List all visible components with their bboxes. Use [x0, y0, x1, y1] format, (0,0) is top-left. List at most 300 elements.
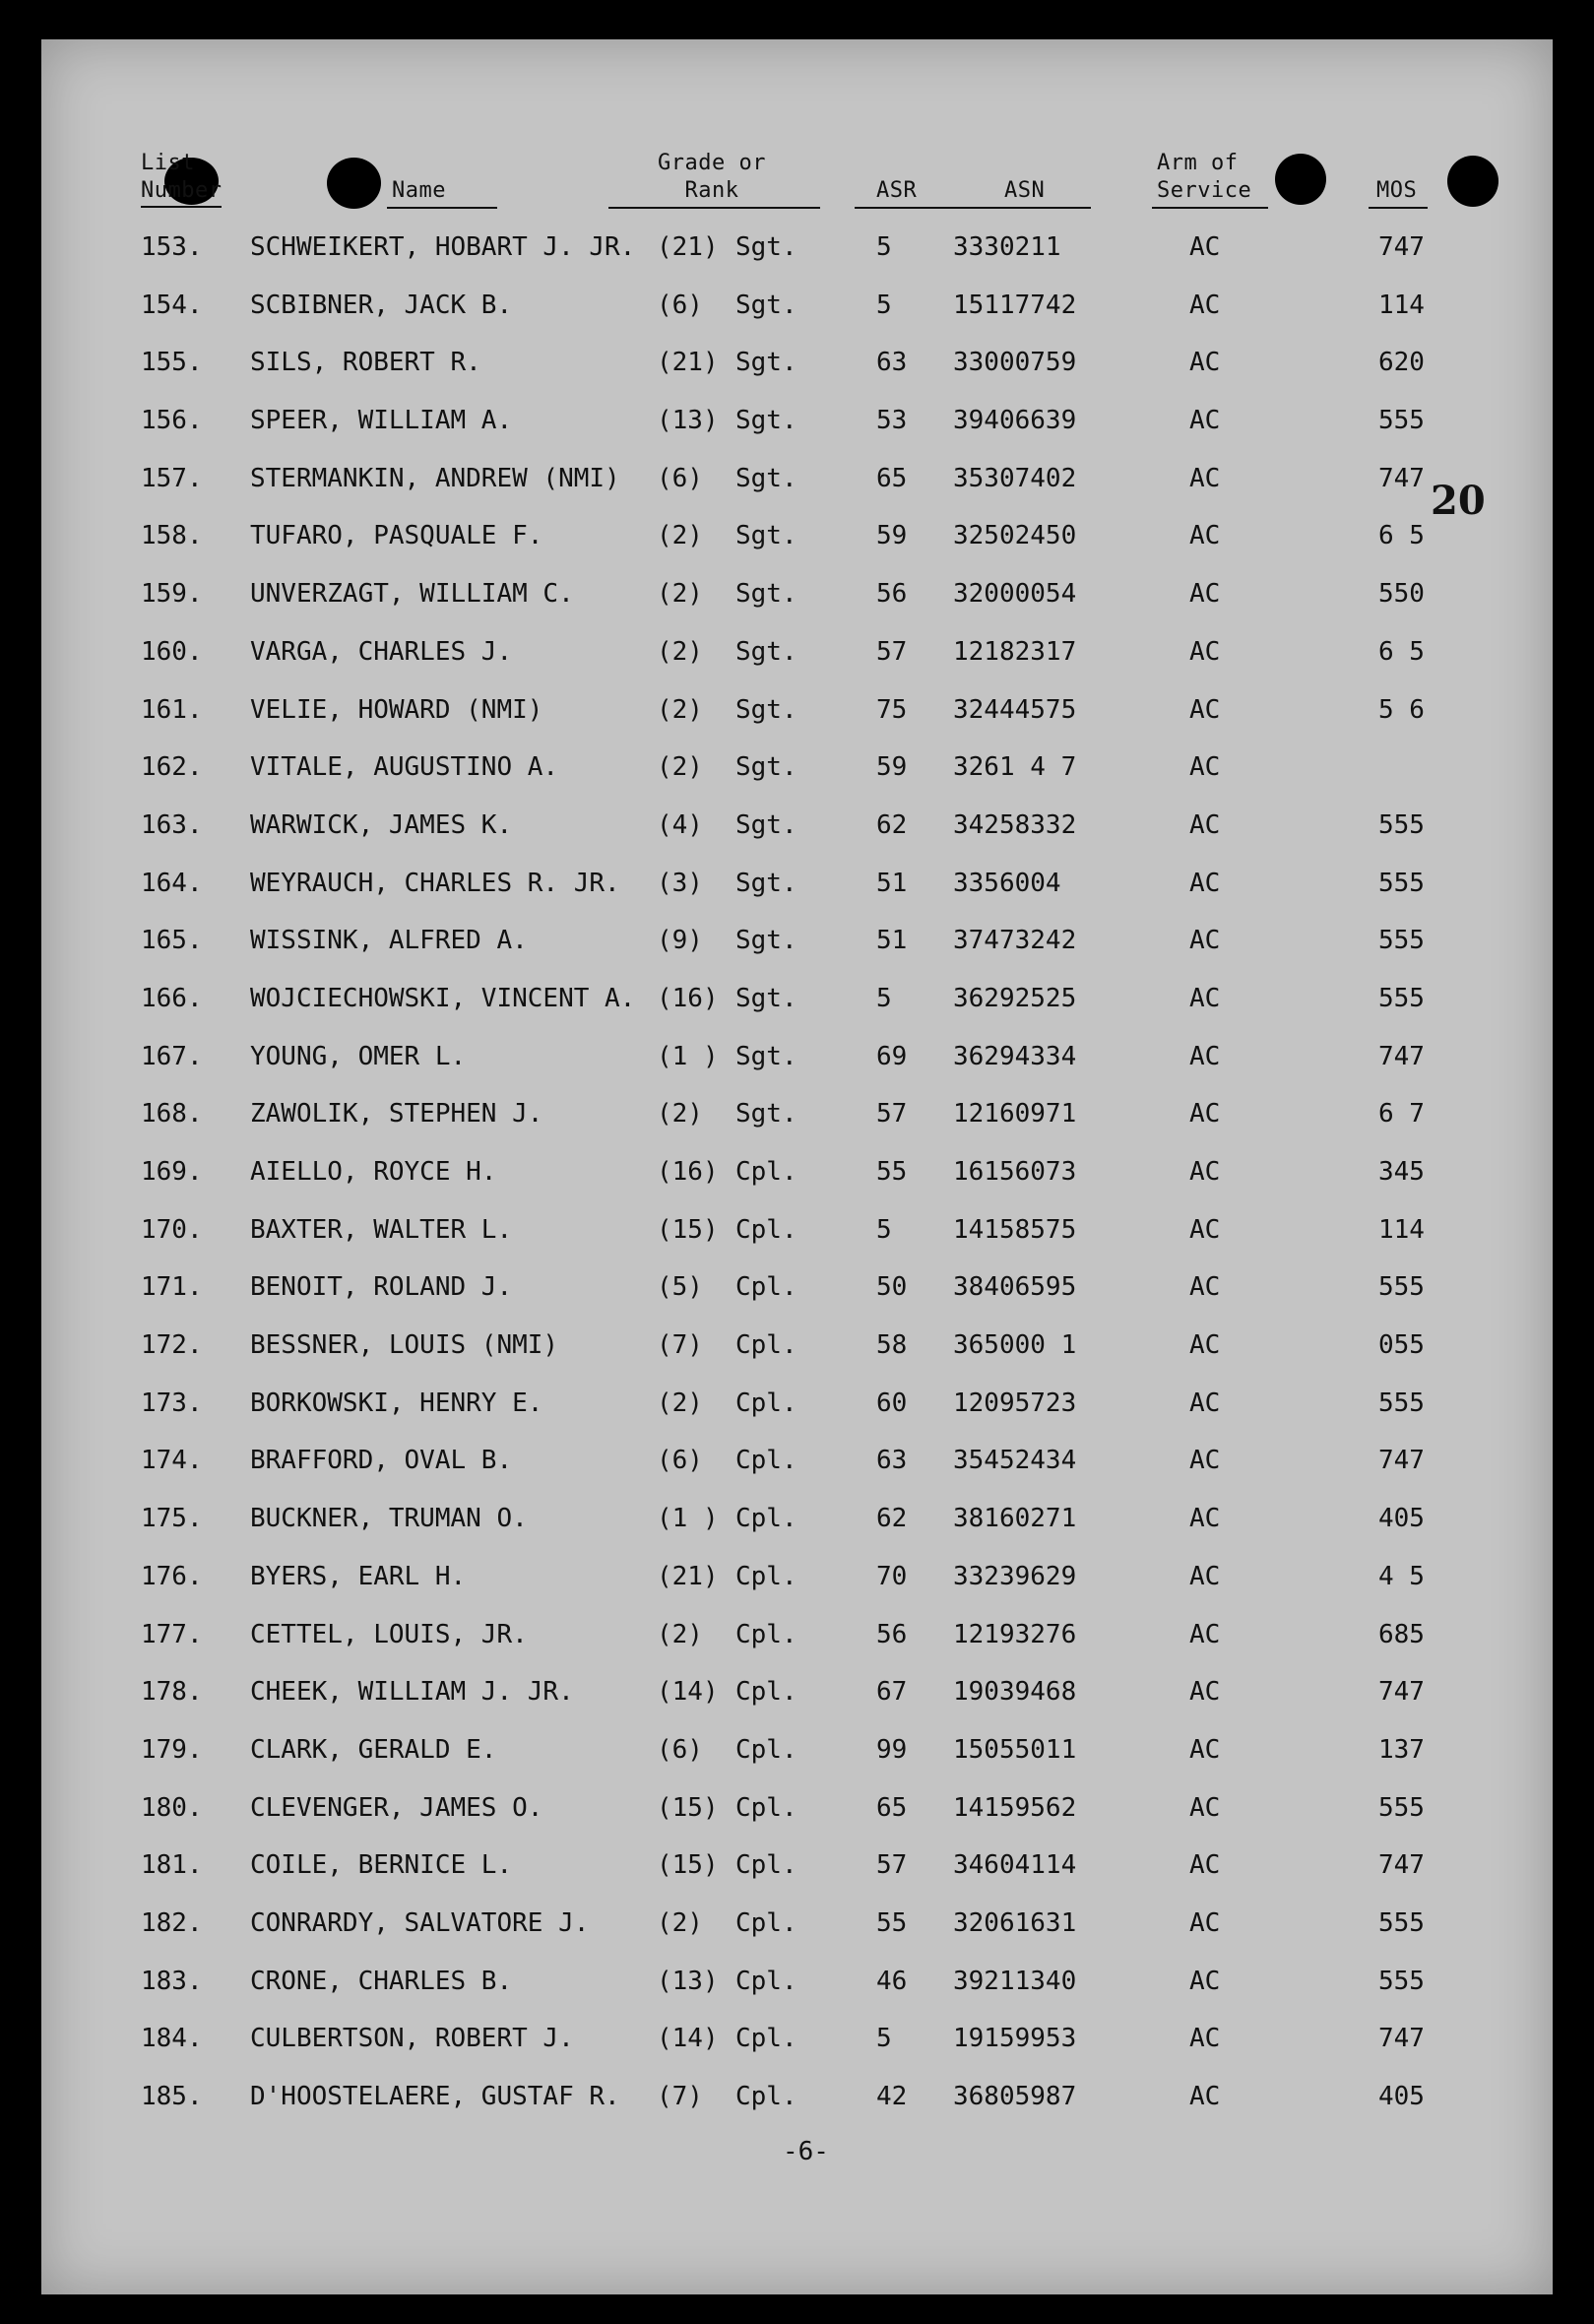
row-arm-of-service: AC — [1189, 406, 1221, 436]
row-mos: 555 — [1378, 1272, 1425, 1303]
page-number: -6- — [783, 2137, 829, 2166]
row-asn: 35452434 — [953, 1446, 1077, 1476]
table-row — [0, 1446, 1594, 1504]
row-arm-of-service: AC — [1189, 983, 1221, 1013]
roster-table — [0, 232, 1594, 2140]
row-arm-of-service: AC — [1189, 2082, 1221, 2111]
header-mos — [1376, 177, 1417, 205]
row-name: VITALE, AUGUSTINO A. — [250, 752, 559, 783]
row-asn: 39211340 — [953, 1966, 1077, 1996]
row-rank: Cpl. — [735, 1677, 797, 1708]
row-rank: Cpl. — [735, 1907, 797, 1938]
table-row — [0, 1504, 1594, 1562]
row-grade: (6) — [657, 290, 703, 320]
row-arm-of-service: AC — [1189, 636, 1221, 667]
row-asn: 36294334 — [953, 1041, 1077, 1071]
row-asr: 5 — [876, 232, 892, 262]
row-arm-of-service: AC — [1189, 1734, 1221, 1765]
row-asr: 65 — [876, 1792, 908, 1823]
row-arm-of-service: AC — [1189, 1157, 1221, 1187]
row-asn: 38406595 — [953, 1272, 1077, 1303]
row-rank: Cpl. — [735, 1850, 797, 1881]
row-list-number: 179. — [141, 1734, 203, 1765]
row-mos: 055 — [1378, 1330, 1425, 1361]
row-name: D'HOOSTELAERE, GUSTAF R. — [250, 2082, 620, 2111]
table-row — [0, 1620, 1594, 1678]
row-arm-of-service: AC — [1189, 1330, 1221, 1361]
row-rank: Sgt. — [735, 579, 797, 610]
row-asn: 32061631 — [953, 1907, 1077, 1938]
row-rank: Sgt. — [735, 694, 797, 725]
row-rank: Sgt. — [735, 983, 797, 1013]
row-list-number: 168. — [141, 1099, 203, 1130]
row-rank: Sgt. — [735, 1041, 797, 1071]
row-asr: 51 — [876, 926, 908, 956]
row-asr: 57 — [876, 636, 908, 667]
row-asn: 36292525 — [953, 983, 1077, 1013]
row-asn: 33000759 — [953, 348, 1077, 378]
row-arm-of-service: AC — [1189, 1272, 1221, 1303]
row-asr: 62 — [876, 809, 908, 840]
row-arm-of-service: AC — [1189, 1907, 1221, 1938]
row-asn: 34258332 — [953, 809, 1077, 840]
header-arm-of-service — [1157, 150, 1251, 205]
table-row — [0, 1967, 1594, 2025]
row-grade: (15) — [657, 1850, 719, 1881]
row-asn: 19039468 — [953, 1677, 1077, 1708]
row-grade: (7) — [657, 2082, 703, 2111]
header-underline — [1369, 207, 1428, 209]
row-mos: 6 5 — [1378, 521, 1425, 551]
table-row — [0, 1793, 1594, 1851]
row-list-number: 159. — [141, 579, 203, 610]
row-asr: 57 — [876, 1850, 908, 1881]
row-grade: (21) — [657, 232, 719, 262]
row-asr: 5 — [876, 983, 892, 1013]
row-list-number: 163. — [141, 809, 203, 840]
row-arm-of-service: AC — [1189, 1792, 1221, 1823]
row-list-number: 154. — [141, 290, 203, 320]
row-arm-of-service: AC — [1189, 1214, 1221, 1245]
row-grade: (6) — [657, 463, 703, 493]
row-asr: 53 — [876, 406, 908, 436]
row-mos: 405 — [1378, 2082, 1425, 2111]
header-name — [392, 177, 446, 205]
row-list-number: 171. — [141, 1272, 203, 1303]
row-name: SPEER, WILLIAM A. — [250, 406, 513, 436]
row-name: VARGA, CHARLES J. — [250, 636, 513, 667]
row-asr: 56 — [876, 1619, 908, 1649]
row-name: BENOIT, ROLAND J. — [250, 1272, 513, 1303]
row-list-number: 184. — [141, 2024, 203, 2054]
row-asr: 50 — [876, 1272, 908, 1303]
row-asr: 65 — [876, 463, 908, 493]
row-grade: (1 ) — [657, 1504, 719, 1534]
row-asr: 99 — [876, 1734, 908, 1765]
row-mos: 555 — [1378, 1907, 1425, 1938]
table-row — [0, 752, 1594, 810]
header-underline — [855, 207, 1091, 209]
row-asn: 3330211 — [953, 232, 1061, 262]
row-list-number: 155. — [141, 348, 203, 378]
row-rank: Cpl. — [735, 2082, 797, 2111]
row-arm-of-service: AC — [1189, 579, 1221, 610]
row-name: SCHWEIKERT, HOBART J. JR. — [250, 232, 636, 262]
table-row — [0, 579, 1594, 637]
row-mos: 405 — [1378, 1504, 1425, 1534]
table-row — [0, 2082, 1594, 2140]
row-list-number: 174. — [141, 1446, 203, 1476]
row-mos: 555 — [1378, 983, 1425, 1013]
row-mos: 747 — [1378, 1850, 1425, 1881]
header-underline — [1152, 207, 1268, 209]
row-asr: 5 — [876, 2024, 892, 2054]
row-asn: 14159562 — [953, 1792, 1077, 1823]
header-name-label: Name — [392, 178, 446, 203]
row-arm-of-service: AC — [1189, 348, 1221, 378]
row-mos: 555 — [1378, 1966, 1425, 1996]
row-name: BORKOWSKI, HENRY E. — [250, 1388, 543, 1418]
row-grade: (21) — [657, 1561, 719, 1591]
row-asr: 5 — [876, 1214, 892, 1245]
row-rank: Sgt. — [735, 232, 797, 262]
row-asn: 15055011 — [953, 1734, 1077, 1765]
table-row — [0, 695, 1594, 753]
row-name: BUCKNER, TRUMAN O. — [250, 1504, 528, 1534]
row-name: SCBIBNER, JACK B. — [250, 290, 513, 320]
row-rank: Sgt. — [735, 463, 797, 493]
row-asn: 16156073 — [953, 1157, 1077, 1187]
row-name: CETTEL, LOUIS, JR. — [250, 1619, 528, 1649]
table-row — [0, 869, 1594, 927]
row-list-number: 164. — [141, 868, 203, 898]
row-name: SILS, ROBERT R. — [250, 348, 481, 378]
row-mos: 5 6 — [1378, 694, 1425, 725]
row-grade: (16) — [657, 983, 719, 1013]
row-name: BESSNER, LOUIS (NMI) — [250, 1330, 559, 1361]
row-arm-of-service: AC — [1189, 1561, 1221, 1591]
row-name: WISSINK, ALFRED A. — [250, 926, 528, 956]
row-arm-of-service: AC — [1189, 868, 1221, 898]
table-row — [0, 1330, 1594, 1388]
row-asr: 59 — [876, 521, 908, 551]
row-arm-of-service: AC — [1189, 2024, 1221, 2054]
row-rank: Sgt. — [735, 752, 797, 783]
table-row — [0, 1042, 1594, 1100]
row-arm-of-service: AC — [1189, 290, 1221, 320]
row-rank: Sgt. — [735, 926, 797, 956]
row-list-number: 177. — [141, 1619, 203, 1649]
table-row — [0, 406, 1594, 464]
row-asn: 39406639 — [953, 406, 1077, 436]
row-asr: 55 — [876, 1907, 908, 1938]
row-rank: Cpl. — [735, 1619, 797, 1649]
table-row — [0, 464, 1594, 522]
table-row — [0, 1850, 1594, 1908]
row-mos: 747 — [1378, 1041, 1425, 1071]
row-asr: 42 — [876, 2082, 908, 2111]
row-mos: 345 — [1378, 1157, 1425, 1187]
row-rank: Sgt. — [735, 406, 797, 436]
row-list-number: 178. — [141, 1677, 203, 1708]
row-mos: 550 — [1378, 579, 1425, 610]
row-asr: 62 — [876, 1504, 908, 1534]
row-asn: 19159953 — [953, 2024, 1077, 2054]
row-arm-of-service: AC — [1189, 1850, 1221, 1881]
row-grade: (2) — [657, 1388, 703, 1418]
row-list-number: 173. — [141, 1388, 203, 1418]
row-asr: 57 — [876, 1099, 908, 1130]
row-list-number: 161. — [141, 694, 203, 725]
row-grade: (2) — [657, 694, 703, 725]
row-list-number: 165. — [141, 926, 203, 956]
row-mos: 6 7 — [1378, 1099, 1425, 1130]
row-asr: 63 — [876, 1446, 908, 1476]
row-asn: 36805987 — [953, 2082, 1077, 2111]
row-rank: Cpl. — [735, 1157, 797, 1187]
row-rank: Cpl. — [735, 1330, 797, 1361]
table-row — [0, 1272, 1594, 1330]
row-arm-of-service: AC — [1189, 1388, 1221, 1418]
row-mos: 114 — [1378, 290, 1425, 320]
row-asr: 5 — [876, 290, 892, 320]
row-asr: 46 — [876, 1966, 908, 1996]
row-mos: 747 — [1378, 1677, 1425, 1708]
header-list-number — [141, 150, 222, 208]
row-grade: (16) — [657, 1157, 719, 1187]
table-row — [0, 926, 1594, 984]
row-mos: 555 — [1378, 1792, 1425, 1823]
row-list-number: 162. — [141, 752, 203, 783]
row-arm-of-service: AC — [1189, 1504, 1221, 1534]
row-name: CLEVENGER, JAMES O. — [250, 1792, 543, 1823]
row-grade: (13) — [657, 406, 719, 436]
row-mos: 555 — [1378, 926, 1425, 956]
header-asn-label: ASN — [1004, 178, 1046, 203]
row-grade: (6) — [657, 1446, 703, 1476]
row-rank: Cpl. — [735, 1504, 797, 1534]
row-rank: Sgt. — [735, 290, 797, 320]
row-grade: (14) — [657, 1677, 719, 1708]
row-list-number: 156. — [141, 406, 203, 436]
row-grade: (13) — [657, 1966, 719, 1996]
row-asr: 69 — [876, 1041, 908, 1071]
row-name: VELIE, HOWARD (NMI) — [250, 694, 543, 725]
row-arm-of-service: AC — [1189, 809, 1221, 840]
row-mos: 555 — [1378, 809, 1425, 840]
punch-hole — [327, 158, 381, 209]
row-mos: 747 — [1378, 463, 1425, 493]
row-rank: Cpl. — [735, 1272, 797, 1303]
row-grade: (4) — [657, 809, 703, 840]
row-name: ZAWOLIK, STEPHEN J. — [250, 1099, 543, 1130]
table-row — [0, 348, 1594, 406]
row-name: AIELLO, ROYCE H. — [250, 1157, 497, 1187]
row-name: CULBERTSON, ROBERT J. — [250, 2024, 574, 2054]
row-name: CONRARDY, SALVATORE J. — [250, 1907, 590, 1938]
header-underline — [387, 207, 497, 209]
punch-hole — [1275, 154, 1326, 205]
row-arm-of-service: AC — [1189, 1099, 1221, 1130]
row-mos: 747 — [1378, 232, 1425, 262]
row-asr: 75 — [876, 694, 908, 725]
row-asn: 32502450 — [953, 521, 1077, 551]
row-list-number: 181. — [141, 1850, 203, 1881]
row-list-number: 158. — [141, 521, 203, 551]
header-asr-label: ASR — [876, 178, 918, 203]
row-name: WEYRAUCH, CHARLES R. JR. — [250, 868, 620, 898]
table-row — [0, 1157, 1594, 1215]
row-asn: 12182317 — [953, 636, 1077, 667]
row-asn: 32444575 — [953, 694, 1077, 725]
row-grade: (2) — [657, 1907, 703, 1938]
row-asr: 55 — [876, 1157, 908, 1187]
row-mos: 114 — [1378, 1214, 1425, 1245]
row-arm-of-service: AC — [1189, 694, 1221, 725]
row-list-number: 169. — [141, 1157, 203, 1187]
row-mos: 555 — [1378, 406, 1425, 436]
row-name: CHEEK, WILLIAM J. JR. — [250, 1677, 574, 1708]
stamped-page-number: 20 — [1431, 478, 1486, 524]
row-asn: 3261 4 7 — [953, 752, 1077, 783]
header-asr — [876, 177, 917, 205]
header-underline — [608, 207, 820, 209]
row-list-number: 170. — [141, 1214, 203, 1245]
table-row — [0, 290, 1594, 349]
row-list-number: 183. — [141, 1966, 203, 1996]
row-arm-of-service: AC — [1189, 1619, 1221, 1649]
row-mos: 6 5 — [1378, 636, 1425, 667]
header-arm-line1: Arm of — [1157, 151, 1239, 175]
row-asn: 15117742 — [953, 290, 1077, 320]
row-arm-of-service: AC — [1189, 521, 1221, 551]
row-list-number: 153. — [141, 232, 203, 262]
row-grade: (2) — [657, 1099, 703, 1130]
row-arm-of-service: AC — [1189, 752, 1221, 783]
row-name: YOUNG, OMER L. — [250, 1041, 467, 1071]
punch-hole — [1447, 156, 1498, 207]
row-name: BRAFFORD, OVAL B. — [250, 1446, 513, 1476]
header-mos-label: MOS — [1376, 178, 1418, 203]
row-list-number: 182. — [141, 1907, 203, 1938]
row-rank: Cpl. — [735, 1792, 797, 1823]
row-name: WOJCIECHOWSKI, VINCENT A. — [250, 983, 636, 1013]
row-rank: Sgt. — [735, 636, 797, 667]
header-grade-line2: Rank — [684, 178, 739, 203]
row-asn: 35307402 — [953, 463, 1077, 493]
row-grade: (3) — [657, 868, 703, 898]
row-name: BYERS, EARL H. — [250, 1561, 467, 1591]
table-row — [0, 810, 1594, 869]
row-rank: Sgt. — [735, 348, 797, 378]
row-name: CLARK, GERALD E. — [250, 1734, 497, 1765]
row-rank: Sgt. — [735, 868, 797, 898]
row-rank: Cpl. — [735, 1446, 797, 1476]
row-mos: 137 — [1378, 1734, 1425, 1765]
row-asr: 56 — [876, 579, 908, 610]
row-mos: 555 — [1378, 1388, 1425, 1418]
header-arm-line2: Service — [1157, 178, 1252, 203]
row-asn: 12193276 — [953, 1619, 1077, 1649]
row-mos: 747 — [1378, 1446, 1425, 1476]
row-name: BAXTER, WALTER L. — [250, 1214, 513, 1245]
row-name: TUFARO, PASQUALE F. — [250, 521, 543, 551]
row-asr: 60 — [876, 1388, 908, 1418]
header-list-line1: List — [141, 151, 195, 175]
row-rank: Cpl. — [735, 1734, 797, 1765]
row-asn: 12160971 — [953, 1099, 1077, 1130]
row-grade: (5) — [657, 1272, 703, 1303]
header-asn — [1004, 177, 1045, 205]
row-mos: 747 — [1378, 2024, 1425, 2054]
row-arm-of-service: AC — [1189, 232, 1221, 262]
row-arm-of-service: AC — [1189, 1677, 1221, 1708]
table-row — [0, 1099, 1594, 1157]
table-row — [0, 2024, 1594, 2082]
row-asn: 12095723 — [953, 1388, 1077, 1418]
table-row — [0, 1562, 1594, 1620]
row-list-number: 167. — [141, 1041, 203, 1071]
row-rank: Cpl. — [735, 1214, 797, 1245]
row-grade: (2) — [657, 636, 703, 667]
row-name: UNVERZAGT, WILLIAM C. — [250, 579, 574, 610]
table-row — [0, 232, 1594, 290]
row-rank: Cpl. — [735, 1966, 797, 1996]
row-rank: Cpl. — [735, 1388, 797, 1418]
row-asn: 38160271 — [953, 1504, 1077, 1534]
table-row — [0, 1677, 1594, 1735]
table-row — [0, 1215, 1594, 1273]
row-asr: 67 — [876, 1677, 908, 1708]
row-asn: 33239629 — [953, 1561, 1077, 1591]
row-list-number: 175. — [141, 1504, 203, 1534]
row-arm-of-service: AC — [1189, 1446, 1221, 1476]
row-arm-of-service: AC — [1189, 926, 1221, 956]
row-list-number: 157. — [141, 463, 203, 493]
row-asn: 37473242 — [953, 926, 1077, 956]
header-list-line2: Number — [141, 177, 222, 208]
row-asn: 34604114 — [953, 1850, 1077, 1881]
row-mos: 620 — [1378, 348, 1425, 378]
row-name: COILE, BERNICE L. — [250, 1850, 513, 1881]
row-mos: 685 — [1378, 1619, 1425, 1649]
table-row — [0, 1908, 1594, 1967]
row-asn: 365000 1 — [953, 1330, 1077, 1361]
row-list-number: 160. — [141, 636, 203, 667]
row-name: CRONE, CHARLES B. — [250, 1966, 513, 1996]
row-asr: 59 — [876, 752, 908, 783]
row-list-number: 172. — [141, 1330, 203, 1361]
row-mos: 4 5 — [1378, 1561, 1425, 1591]
table-row — [0, 1388, 1594, 1447]
table-row — [0, 984, 1594, 1042]
row-list-number: 180. — [141, 1792, 203, 1823]
row-rank: Cpl. — [735, 2024, 797, 2054]
table-row — [0, 1735, 1594, 1793]
header-grade-line1: Grade or — [658, 151, 766, 175]
row-grade: (9) — [657, 926, 703, 956]
row-asn: 32000054 — [953, 579, 1077, 610]
row-arm-of-service: AC — [1189, 1041, 1221, 1071]
row-grade: (14) — [657, 2024, 719, 2054]
row-name: WARWICK, JAMES K. — [250, 809, 513, 840]
row-grade: (1 ) — [657, 1041, 719, 1071]
row-name: STERMANKIN, ANDREW (NMI) — [250, 463, 620, 493]
row-arm-of-service: AC — [1189, 1966, 1221, 1996]
row-list-number: 166. — [141, 983, 203, 1013]
row-grade: (2) — [657, 752, 703, 783]
row-grade: (2) — [657, 1619, 703, 1649]
